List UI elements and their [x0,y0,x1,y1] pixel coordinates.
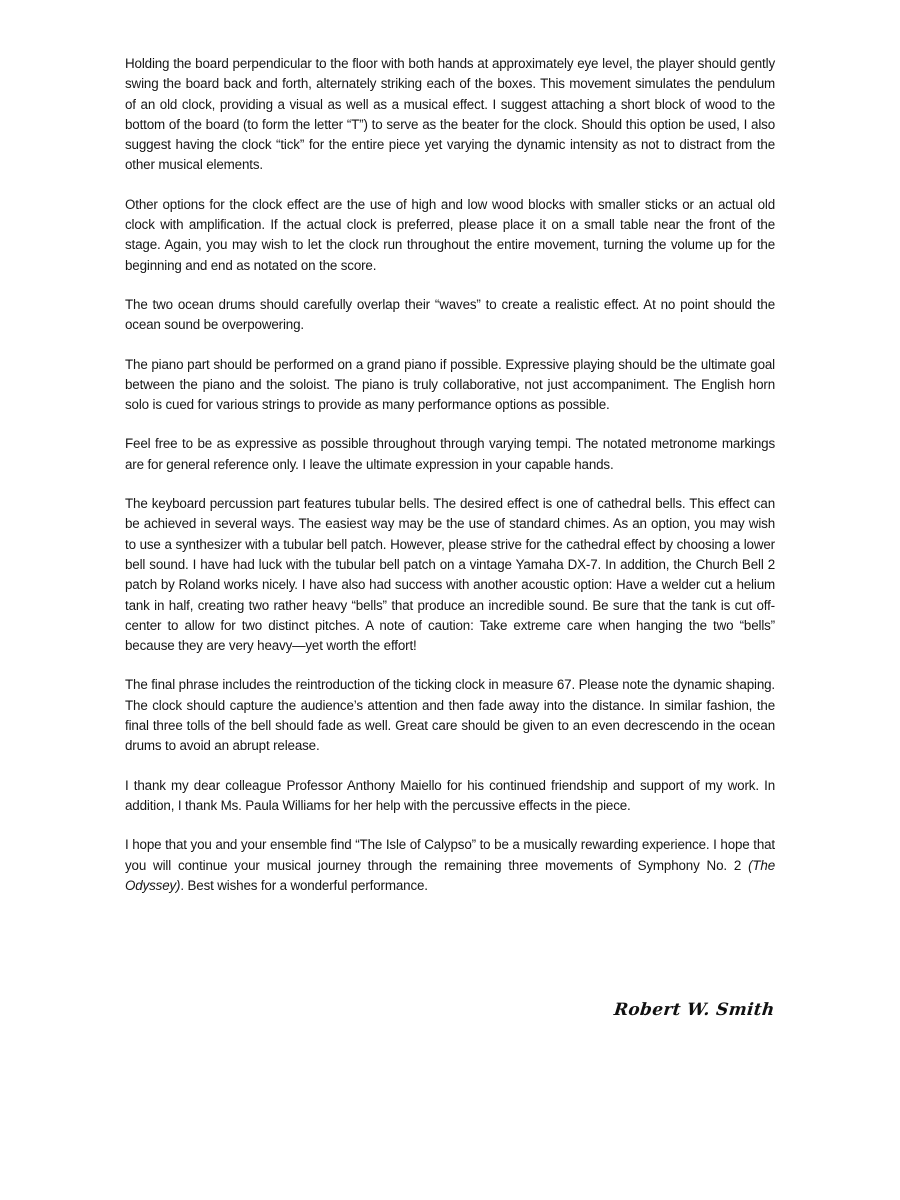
paragraph-tubular-bells: The keyboard percussion part features tubular bells. The desired effect is one of cathedral bells. This effect can be achieved in several ways. The easiest way may be the use of standard chimes. As an option, you may wish to use a synthesizer with a tubular bell patch. However, please strive for the cathedral effect by choosing a lower bell sound. I have had luck with the tubular bell patch on a vintage Yamaha DX-7. In addition, the Church Bell 2 patch by Roland works nicely. I have also had success with another acoustic option: Have a welder cut a helium tank in half, creating two rather heavy “bells” that produce an incredible sound. Be sure that the tank is cut off-center to allow for two distinct pitches. A note of caution: Take extreme care when hanging the two “bells” because they are very heavy—yet worth the effort! [125,496,775,654]
paragraph-clock-options: Other options for the clock effect are the use of high and low wood blocks with smaller sticks or an actual old clock with amplification. If the actual clock is preferred, please place it on a small table near the front of the stage. Again, you may wish to let the clock run throughout the entire movement, turning the volume up for the beginning and end as notated on the score. [125,196,775,273]
closing-text-start: I hope that you and your ensemble find “The Isle of Calypso” to be a musically rewarding experience. I hope that you will continue your musical journey through the remaining three movements of Symphony No. 2 [125,837,775,873]
paragraph-piano-part: The piano part should be performed on a grand piano if possible. Expressive playing should be the ultimate goal between the piano and the soloist. The piano is truly collaborative, not just accompaniment. The English horn solo is cued for various strings to provide as many performance options as possible. [125,356,775,413]
document-body [125,54,775,915]
paragraph-closing [125,835,775,896]
paragraph-expression: Feel free to be as expressive as possible throughout through varying tempi. The notated metronome markings are for general reference only. I leave the ultimate expression in your capable hands. [125,436,775,472]
paragraph-clock-technique: Holding the board perpendicular to the floor with both hands at approximately eye level, the player should gently swing the board back and forth, alternately striking each of the boxes. This movement simulates the pendulum of an old clock, providing a visual as well as a musical effect. I suggest attaching a short block of wood to the bottom of the board (to form the letter “T”) to serve as the beater for the clock. Should this option be used, I also suggest having the clock “tick” for the entire piece yet varying the dynamic intensity as not to distract from the other musical elements. [125,56,775,173]
author-signature: Robert W. Smith [613,1000,777,1020]
paragraph-ocean-drums: The two ocean drums should carefully overlap their “waves” to create a realistic effect. At no point should the ocean sound be overpowering. [125,296,775,333]
paragraph-acknowledgements: I thank my dear colleague Professor Anthony Maiello for his continued friendship and support of my work. In addition, I thank Ms. Paula Williams for her help with the percussive effects in the piece. [125,777,775,813]
paragraph-final-phrase: The final phrase includes the reintroduction of the ticking clock in measure 67. Please note the dynamic shaping. The clock should capture the audience’s attention and then fade away into the distance. In similar fashion, the final three tolls of the bell should fade as well. Great care should be given to an even decrescendo in the ocean drums to avoid an abrupt release. [125,677,775,754]
closing-text-end: . Best wishes for a wonderful performance. [180,877,428,893]
symphony-subtitle: (The Odyssey) [125,857,775,893]
